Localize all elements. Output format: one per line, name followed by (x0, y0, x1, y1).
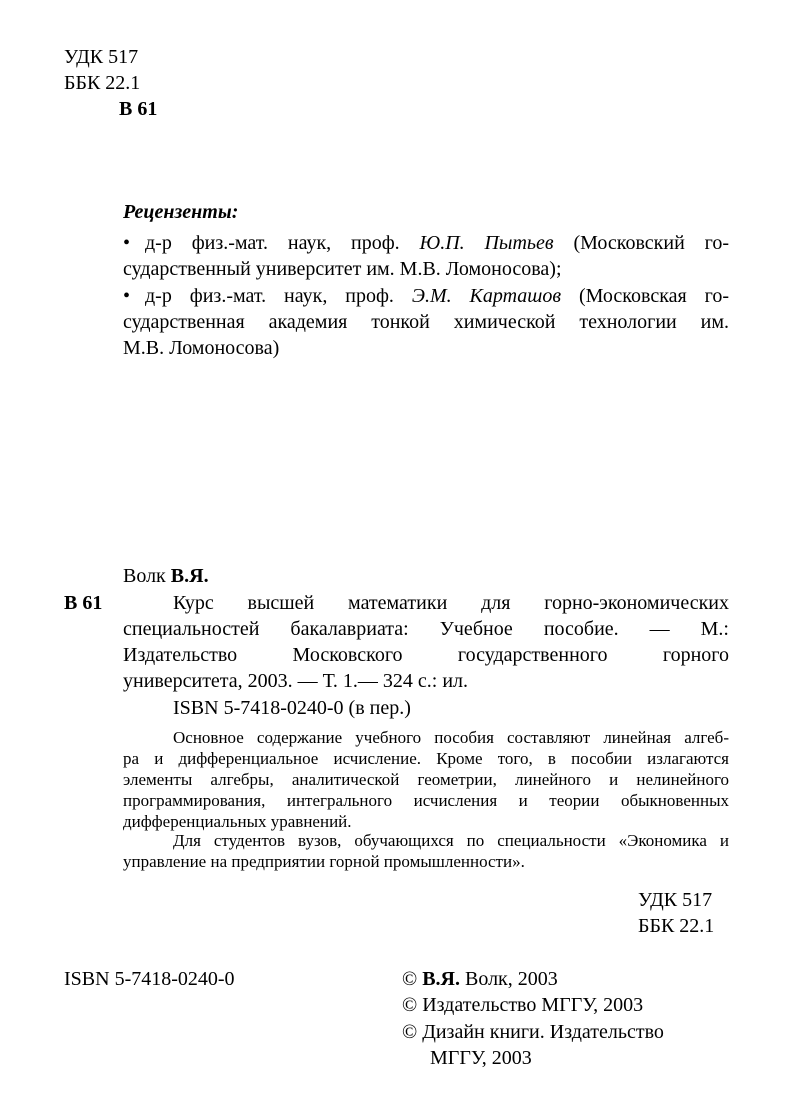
catalog-code: В 61 (64, 592, 103, 614)
copyright-symbol: © (402, 994, 418, 1016)
reviewer-1-affiliation: (Московский го- (573, 232, 730, 254)
copyright-author-text: Волк, 2003 (465, 968, 558, 990)
copyright-design-text: Дизайн книги. Издательство (422, 1021, 664, 1043)
copyright-symbol: © (402, 968, 418, 990)
reviewer-1-name: Ю.П. Пытьев (419, 232, 554, 254)
author-initials: В.Я. (170, 565, 209, 587)
reviewer-2-line-1 (123, 283, 729, 309)
bbk-code-right: ББК 22.1 (638, 915, 715, 937)
reviewer-2-line-3: М.В. Ломоносова) (123, 337, 280, 359)
reviewer-1-line-1 (123, 230, 729, 256)
copyright-symbol: © (402, 1021, 418, 1043)
catalog-isbn: ISBN 5-7418-0240-0 (в пер.) (173, 697, 411, 719)
annotation-line-3: элементы алгебры, аналитической геометрии, линейного и нелинейного (123, 770, 729, 789)
copyright-author-initials: В.Я. (422, 968, 460, 990)
bullet: • (123, 285, 131, 307)
annotation-line-4: программирования, интегрального исчисления и теории обыкновенных (123, 791, 729, 810)
footer-isbn: ISBN 5-7418-0240-0 (64, 968, 235, 990)
copyright-publisher (402, 992, 643, 1018)
reviewer-2-degree: д-р физ.-мат. наук, проф. (145, 285, 394, 307)
catalog-desc-line-1: Курс высшей математики для горно-экономических (173, 592, 729, 614)
catalog-desc-line-3: Издательство Московского государственного горного (123, 644, 729, 666)
annotation-line-5: дифференциальных уравнений. (123, 812, 352, 831)
audience-line-2: управление на предприятии горной промышленности». (123, 852, 525, 871)
annotation-line-2: ра и дифференциальное исчисление. Кроме того, в пособии излагаются (123, 749, 729, 768)
reviewer-2-affiliation: (Московская го- (578, 285, 729, 307)
copyright-design-cont: МГГУ, 2003 (430, 1047, 532, 1069)
bullet: • (123, 232, 131, 254)
annotation-line-1: Основное содержание учебного пособия составляют линейная алгеб- (173, 728, 729, 747)
copyright-design (402, 1019, 664, 1045)
udk-code: УДК 517 (64, 46, 139, 68)
author-mark: В 61 (119, 98, 158, 120)
reviewers-title: Рецензенты: (123, 201, 239, 223)
catalog-author (123, 563, 209, 589)
udk-code-right: УДК 517 (638, 889, 713, 911)
copyright-author (402, 966, 558, 992)
author-surname: Волк (123, 565, 166, 587)
reviewer-2-name: Э.М. Карташов (411, 285, 562, 307)
reviewer-1-line-2: сударственный университет им. М.В. Ломоносова); (123, 258, 562, 280)
audience-line-1: Для студентов вузов, обучающихся по специальности «Экономика и (173, 831, 729, 850)
reviewer-1-degree: д-р физ.-мат. наук, проф. (145, 232, 400, 254)
copyright-publisher-text: Издательство МГГУ, 2003 (422, 994, 644, 1016)
catalog-desc-line-4: университета, 2003. — Т. 1.— 324 с.: ил. (123, 670, 468, 692)
catalog-desc-line-2: специальностей бакалавриата: Учебное пособие. — М.: (123, 618, 729, 640)
bbk-code: ББК 22.1 (64, 72, 141, 94)
reviewer-2-line-2: сударственная академия тонкой химической технологии им. (123, 311, 729, 333)
